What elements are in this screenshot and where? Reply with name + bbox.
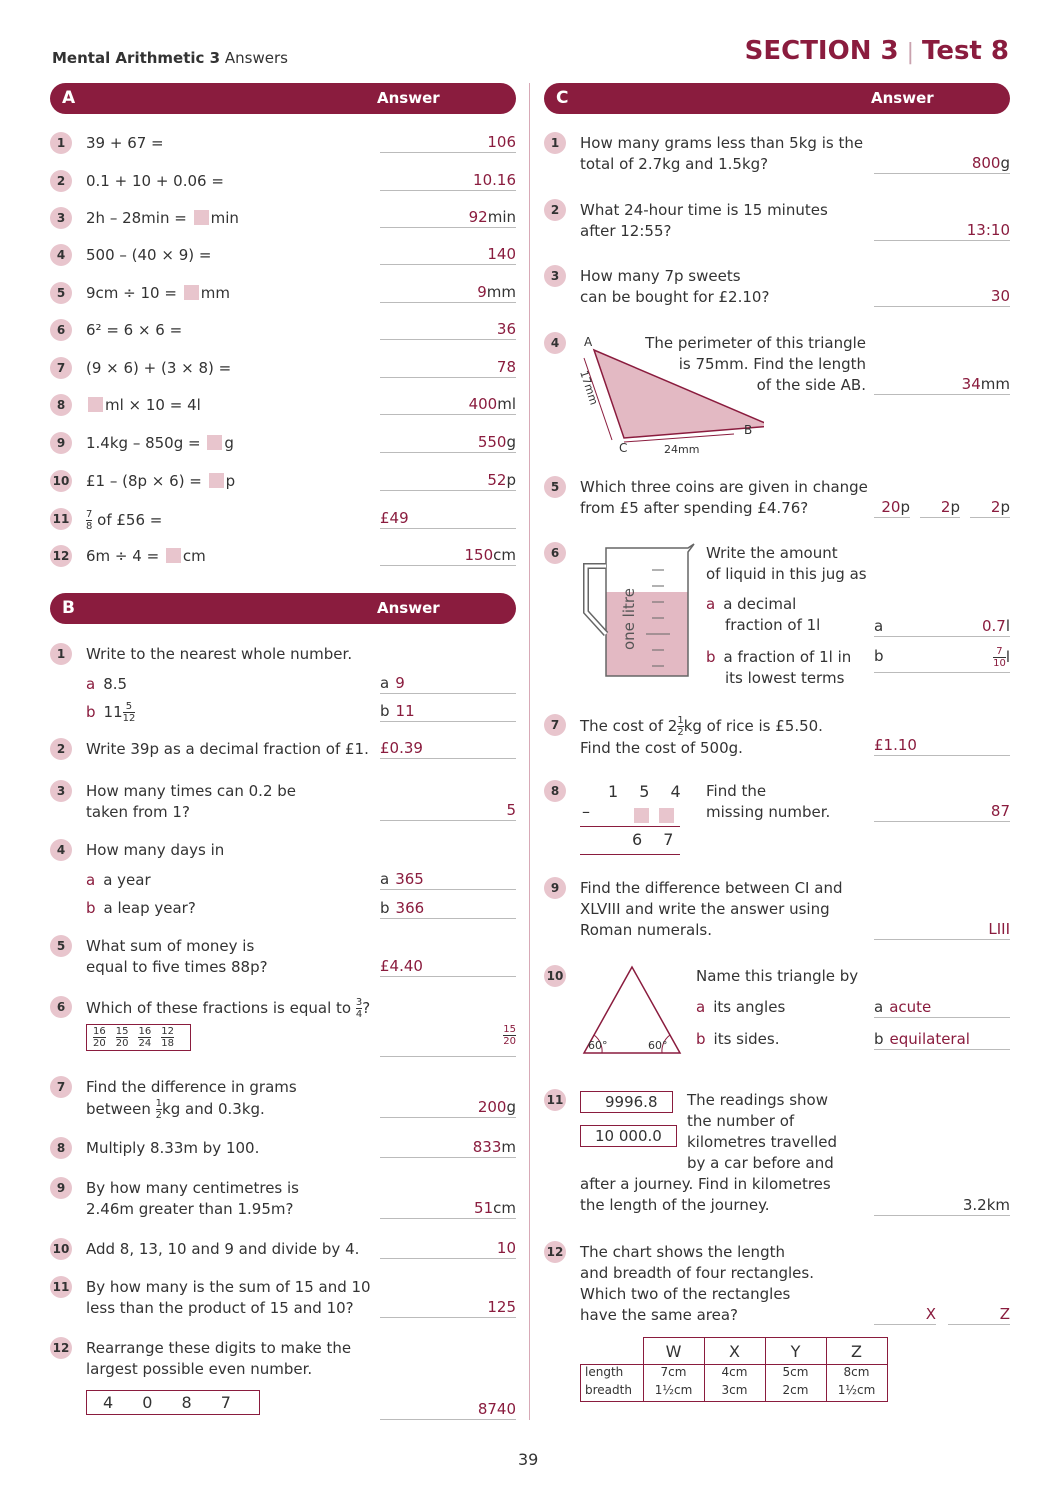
answer-line: 36 — [380, 319, 516, 340]
blank-box — [88, 397, 103, 412]
minus-sign: – — [582, 802, 590, 821]
answer-line: a 9 — [380, 673, 516, 694]
question-text: 0.1 + 10 + 0.06 = — [86, 172, 224, 190]
section-c-bar: C Answer — [544, 83, 1010, 114]
question-number: 6 — [50, 319, 72, 341]
question-number: 1 — [50, 132, 72, 154]
answer-line: 400ml — [380, 394, 516, 415]
side-cb-label: 24mm — [664, 443, 700, 456]
question-number: 9 — [50, 432, 72, 454]
question-text: 6² = 6 × 6 = — [86, 321, 183, 339]
question-number: 10 — [50, 470, 72, 492]
question-text: Write to the nearest whole number. — [86, 645, 353, 663]
answer-line: 92min — [380, 207, 516, 228]
fraction-option: $\frac{15}{20}$ — [115, 1026, 129, 1049]
reading-before: 9996.8 — [580, 1091, 673, 1113]
answer-line: 150cm — [380, 545, 516, 566]
section-test-heading: SECTION 3 | Test 8 — [744, 36, 1009, 66]
section-a-bar: A Answer — [50, 83, 516, 114]
question-number: 5 — [50, 282, 72, 304]
answer-line: 9mm — [380, 282, 516, 303]
answer-line: 10.16 — [380, 170, 516, 191]
subtraction-top: 1 5 4 — [608, 782, 689, 801]
answer-line: £0.39 — [380, 738, 516, 759]
answer-line: 140 — [380, 244, 516, 265]
header-title: Mental Arithmetic 3 Answers — [52, 49, 288, 67]
blank-box — [194, 210, 209, 225]
side-ca-label: 17mm — [577, 368, 601, 407]
chart-length-row: length 7cm 4cm 5cm 8cm — [581, 1365, 888, 1380]
blank-box — [209, 473, 224, 488]
angle-label-right: 60° — [648, 1039, 668, 1052]
vertex-c: C — [619, 441, 628, 455]
reading-after: 10 000.0 — [580, 1125, 677, 1147]
question-text: 6m ÷ 4 = cm — [86, 547, 206, 565]
answer-line: 5 — [380, 800, 516, 821]
question-number: 2 — [50, 170, 72, 192]
column-divider — [529, 83, 530, 1420]
blank-box — [207, 435, 222, 450]
question-number: 12 — [50, 545, 72, 567]
subtraction-result: 6 7 — [632, 830, 682, 849]
question-text: 1.4kg – 850g = g — [86, 434, 234, 452]
question-text: (9 × 6) + (3 × 8) = — [86, 359, 232, 377]
question-number: 11 — [50, 508, 72, 530]
measuring-jug — [580, 542, 700, 682]
question-text: 2h – 28min = min — [86, 209, 239, 227]
question-text: 9cm ÷ 10 = mm — [86, 284, 230, 302]
vertex-a: A — [584, 335, 593, 349]
question-number: 4 — [50, 244, 72, 266]
answer-line: b 11 — [380, 701, 516, 722]
fraction-option: $\frac{16}{20}$ — [93, 1026, 106, 1049]
chart-breadth-row: breadth 1½cm 3cm 2cm 1½cm — [581, 1379, 888, 1402]
vertex-b: B — [744, 423, 753, 437]
blank-box — [166, 548, 181, 563]
answer-line: 550g — [380, 432, 516, 453]
question-number: 1 — [50, 643, 72, 665]
fraction-options — [86, 1024, 191, 1051]
question-text: ml × 10 = 4l — [86, 395, 201, 416]
question-number: 7 — [50, 357, 72, 379]
question-text: 500 – (40 × 9) = — [86, 246, 212, 264]
question-text: $\frac{7}{8}$ of £56 = — [86, 509, 163, 532]
rectangle-chart — [580, 1337, 888, 1402]
answer-line: 78 — [380, 357, 516, 378]
fraction-option: $\frac{16}{24}$ — [138, 1026, 152, 1049]
answer-line: 52p — [380, 470, 516, 491]
answer-line: £49 — [380, 508, 516, 529]
equilateral-triangle — [580, 965, 700, 1057]
question-number: 3 — [50, 207, 72, 229]
fraction-option: $\frac{12}{18}$ — [161, 1026, 174, 1049]
section-b-bar: B Answer — [50, 593, 516, 624]
jug-label: one litre — [620, 588, 638, 650]
blank-box — [184, 285, 199, 300]
chart-header-row: W X Y Z — [581, 1338, 888, 1365]
answer-line: 106 — [380, 132, 516, 153]
page-number: 39 — [518, 1450, 539, 1469]
question-text: £1 – (8p × 6) = p — [86, 472, 236, 490]
question-text: 39 + 67 = — [86, 134, 164, 152]
digit-box: 4 0 8 7 — [86, 1390, 260, 1415]
missing-digit-boxes — [632, 807, 676, 825]
angle-label-left: 60° — [588, 1039, 608, 1052]
question-number: 8 — [50, 394, 72, 416]
